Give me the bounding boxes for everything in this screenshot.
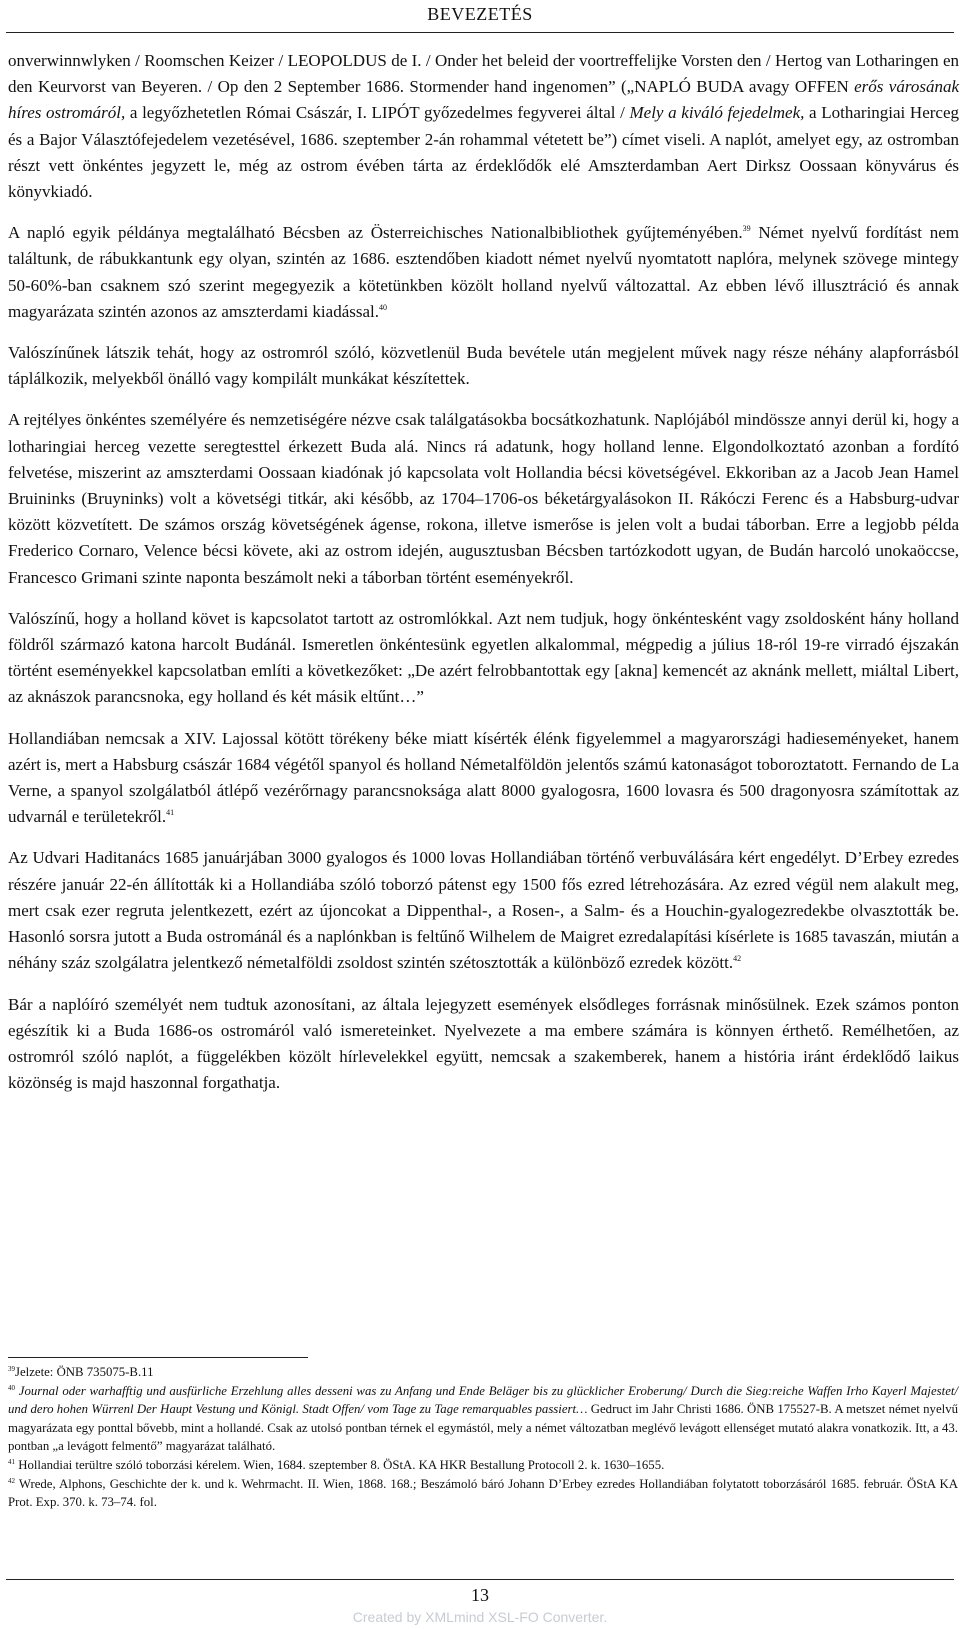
footnote	[8, 1363, 958, 1382]
body-text	[8, 48, 959, 1111]
paragraph: A rejtélyes önkéntes személyére és nemzetiségére nézve csak találgatásokba bocsátkozhatunk. Naplójából mindössze annyi derül ki, hogy a lotharingiai herceg vezette seregtesttel érkezett Buda alá. Nincs rá adatunk, hogy holland lenne. Elgondolkoztató azonban a fordító felvetése, miszerint az amszterdami Oossaan kiadónak jó kapcsolata volt Hollandia bécsi követségével. Ekkoriban az a Jacob Jean Hamel Bruininks (Bruyninks) volt a követségi titkár, aki később, az 1704–1706-os béketárgyalásokon II. Rákóczi Ferenc és a Habsburg-udvar között közvetített. De számos ország követségének ágense, rokona, illetve ismerőse is jelen volt a budai táborban. Erre a legjobb példa Frederico Cornaro, Velence bécsi követe, aki az ostrom idején, augusztusban Bécsben tartózkodott ugyan, de Budán harcoló unokaöccse, Francesco Grimani szinte naponta beszámolt neki a táborban történt eseményekről.	[8, 410, 959, 587]
footnote	[8, 1456, 958, 1475]
paragraph-text: Az Udvari Haditanács 1685 januárjában 3000 gyalogos és 1000 lovas Hollandiában történő verbuválására kért engedélyt. D’Erbey ezredes részére január 22-én állították ki a Hollandiába szóló toborzó pátenst egy 1500 fős ezred létrehozására. Az ezred végül nem alakult meg, mert csak ezer regruta jelentkezett, ezért az újoncokat a Dippenthal-, a Rosen-, a Salm- és a Houchin-gyalogezredekbe olvasztották be. Hasonló sorsra jutott a Buda ostrománál és a naplónkban is feltűnő Wilhelem de Maigret ezredalapítási kísérlete is 1685 tavaszán, miután a néhány száz szolgálatra jelentkező németalföldi zsoldost szintén szétosztották a különböző ezredek között.	[8, 848, 959, 973]
paragraph-text: Német nyelvű fordítást nem találtunk, de rábukkantunk egy olyan, szintén az 1686. esztendőben kiadott német nyelvű nyomtatott naplóra, melynek szövege mintegy 50-60%-ban csaknem szó szerint megegyezik a kötetünkben közölt holland nyelvű változattal. Az ebben lévő illusztráció és annak magyarázata szintén azonos az amszterdami kiadással.	[8, 223, 959, 321]
paragraph	[8, 845, 959, 976]
footnote-divider	[8, 1357, 308, 1358]
running-header: BEVEZETÉS	[427, 4, 533, 24]
paragraph: Valószínű, hogy a holland követ is kapcsolatot tartott az ostromlókkal. Azt nem tudjuk, hogy önkéntesként vagy zsoldosként hány holland földről származó katona harcolt Budánál. Ismeretlen önkéntesünk egyetlen alkalommal, mégpedig a július 18-ról 19-re virradó éjszakán történt eseményekkel kapcsolatban említi a következőket: „De azért felrobbantottak egy [akna] kemencét az aknánk mellett, miáltal Libert, az aknászok parancsnoka, egy holland és két másik eltűnt…”	[8, 608, 959, 707]
footnote-text: Jelzete: ÖNB 735075-B.11	[15, 1365, 154, 1379]
paragraph-text: a Lotharingiai Herceg és a Bajor Választófejedelem vezetésével, 1686. szeptember 2-án rohammal vétetett be”) címet viseli. A naplót, amelyet egy, az ostromban részt vett önkéntes jegyzett le, még az ostrom évében tárta az érdeklődők elé Amszterdamban Aert Dirksz Oossaan könyvárus és könyvkiadó.	[8, 103, 960, 202]
paragraph	[8, 726, 959, 831]
paragraph: Valószínűnek látszik tehát, hogy az ostromról szóló, közvetlenül Buda bevétele után megjelent művek nagy része néhány alapforrásból táplálkozik, melyekből önálló vagy kompilált munkákat készítettek.	[8, 343, 959, 389]
footer-divider	[6, 1579, 954, 1580]
footnote-text: Gedruct im Jahr Christi 1686. ÖNB 175527-B. A metszet német nyelvű magyarázata egy ponttal bővebb, mint a hollandé. Csak az utolsó pontban térnek el egymástól, mely a német változatban meglévő levágott ellenséget mutató alakra vonatkozik. Itt, a 43. pontban „a levágott felmentő” magyarázat található.	[8, 1402, 958, 1454]
footnote-text: Wrede, Alphons, Geschichte der k. und k. Wehrmacht. II. Wien, 1868. 168.; Beszámoló báró Johann D’Erbey ezredes Hollandiában folytatott toborzásáról 1685. február. ÖStA KA Prot. Exp. 370. k. 73–74. fol.	[8, 1476, 959, 1510]
paragraph-text: a legyőzhetetlen Római Császár, I. LIPÓT győzedelmes fegyverei által /	[125, 103, 630, 123]
header-divider	[6, 32, 954, 33]
footnote-ref[interactable]: 39	[742, 224, 751, 234]
paragraph-text: onverwinnwlyken / Roomschen Keizer / LEOPOLDUS de I. / Onder het beleid der voortreffelijke Vorsten den / Hertog van Lotharingen en den Keurvorst van Beyeren. / Op den 2 September 1686. Stormender hand ingenomen” („NAPLÓ BUDA avagy OFFEN	[8, 51, 959, 97]
footnote-number: 42	[8, 1476, 15, 1485]
footnote-ref[interactable]: 42	[733, 954, 742, 964]
footnotes	[8, 1363, 958, 1512]
italic-title-fragment: Mely a kiváló fejedelmek,	[629, 103, 805, 123]
footnote-italic-title: Journal oder warhafftig und ausfürliche Erzehlung alles desseni was zu Anfang und Ende Beläger bis zu glücklicher Eroberung/ Durch die Sieg:reiche Waffen Irho Kayerl Majestet/ und dero hohen Würrenl Der Haupt Vestung und Königl. Stadt Offen/ vom Tage zu Tage remarquables passiert…	[8, 1383, 958, 1417]
footnote	[8, 1475, 958, 1512]
paragraph-text: A napló egyik példánya megtalálható Bécsben az Österreichisches Nationalbibliothek gyűjteményében.	[8, 223, 743, 243]
footnote-ref[interactable]: 41	[166, 808, 175, 818]
paragraph-text: Hollandiában nemcsak a XIV. Lajossal kötött törékeny béke miatt kísérték élénk figyelemmel a magyarországi hadieseményeket, hanem azért is, mert a Habsburg császár 1684 végétől spanyol és holland Németalföldön jelentős számú katonaságot toboroztatott. Fernando de La Verne, a spanyol szolgálatból átlépő vezérőrnagy parancsnoksága alatt 8000 gyalogosra, 1600 lovasra és 500 dragonyosra számítottak az udvarnál e területekről.	[8, 728, 959, 827]
footnote-number: 41	[8, 1457, 15, 1466]
footnote-text: Hollandiai terültre szóló toborzási kérelem. Wien, 1684. szeptember 8. ÖStA. KA HKR Bestallung Protocoll 2. k. 1630–1655.	[18, 1457, 665, 1472]
converter-watermark: Created by XMLmind XSL-FO Converter.	[352, 1609, 608, 1625]
paragraph: Bár a naplóíró személyét nem tudtuk azonosítani, az általa lejegyzett események elsődleges forrásnak minősülnek. Ezek számos ponton egészítik ki a Buda 1686-os ostromáról való ismereteinket. Nyelvezete a ma embere számára is könnyen érthető. Remélhetően, az ostromról szóló naplót, a függelékben közölt hírlevelekkel együtt, nemcsak a szakemberek, hanem a história iránt érdeklődő laikus közönség is majd haszonnal forgathatja.	[8, 994, 959, 1093]
footnote-ref[interactable]: 40	[379, 302, 387, 312]
paragraph	[8, 220, 959, 325]
footnote	[8, 1382, 958, 1456]
footnote-number: 40	[8, 1383, 15, 1392]
footnote-number: 39	[8, 1365, 15, 1373]
paragraph	[8, 48, 959, 205]
italic-title-fragment: erős városának híres ostromáról,	[8, 77, 960, 123]
page-number: 13	[471, 1585, 489, 1605]
